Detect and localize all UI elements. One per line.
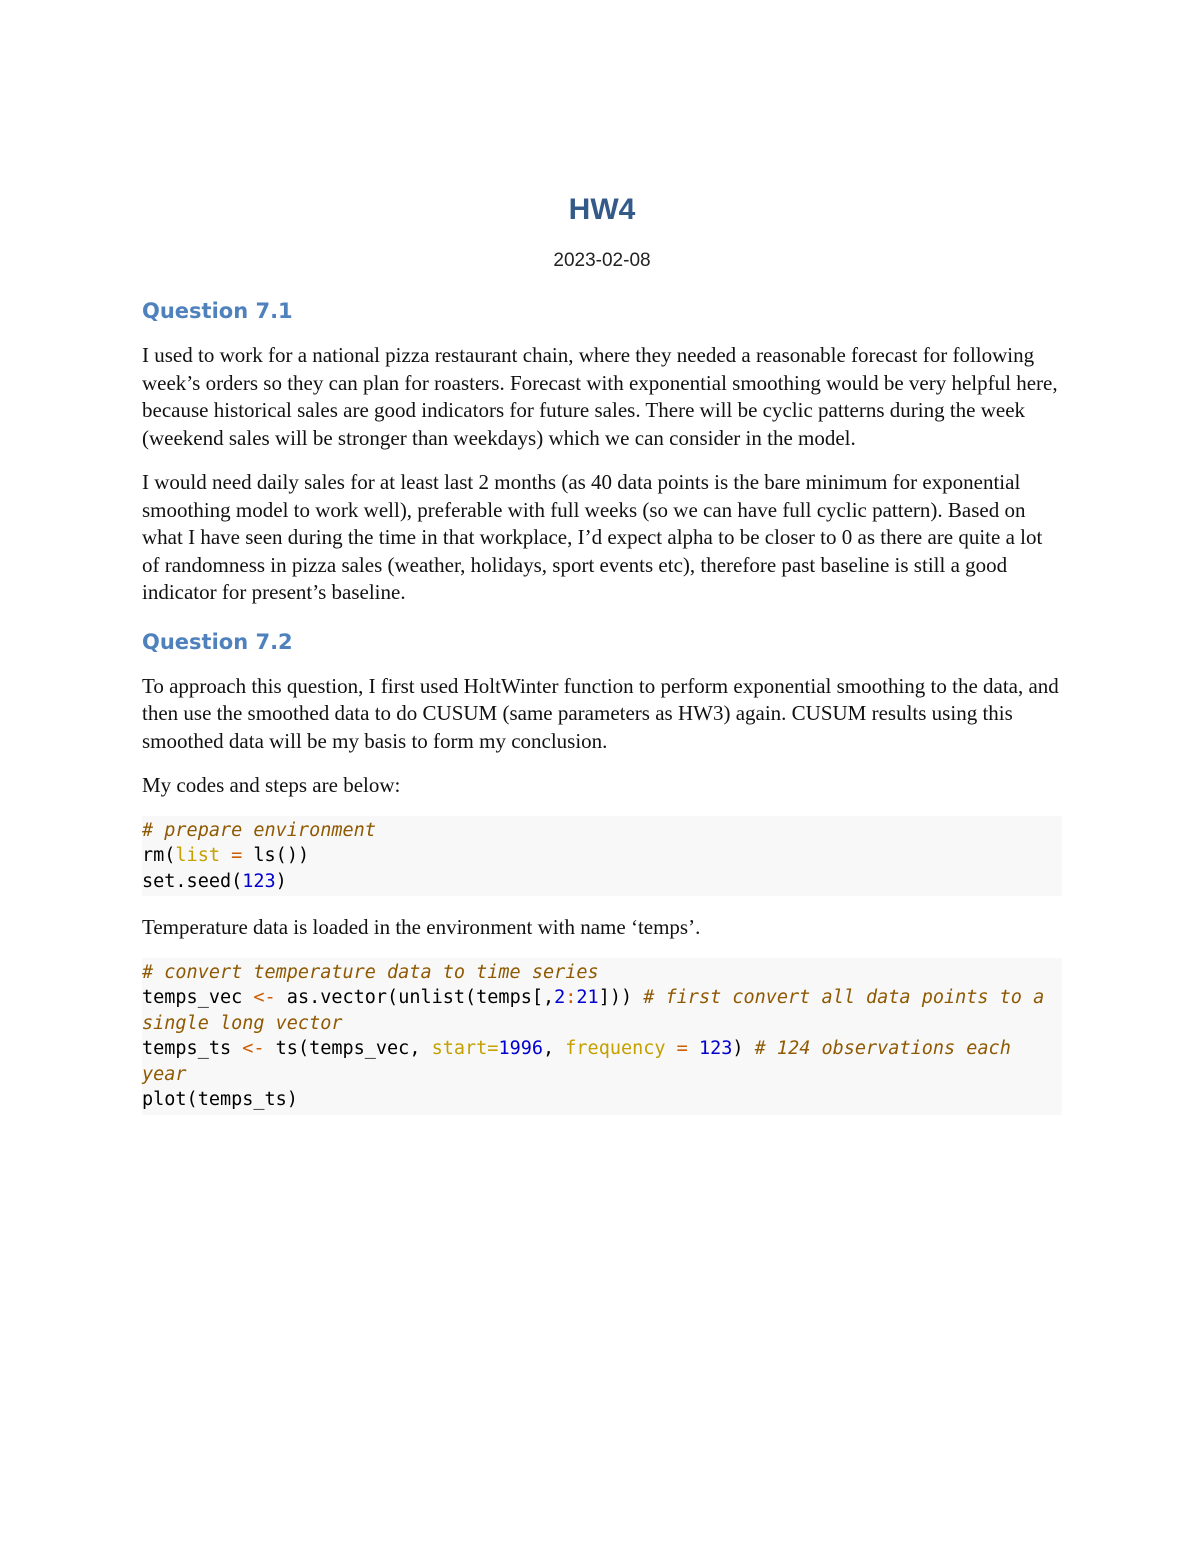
code-operator: = [665,1038,699,1059]
question-7-2-paragraph-1: To approach this question, I first used HoltWinter function to perform exponential smoothing to the data, and then use the smoothed data to do CUSUM (same parameters as HW3) again. CUSUM results using this smoothed data will be my basis to form my conclusion. [142,673,1059,753]
code-number: 2 [554,987,566,1008]
question-7-1-heading: Question 7.1 [142,299,293,323]
code-text: ])) [598,987,644,1008]
code-line [142,1036,1062,1087]
code-number: 123 [698,1038,733,1059]
code-comment: # prepare environment [142,819,376,841]
code-text: ) [732,1038,755,1059]
code-line [142,1087,1062,1113]
code-text: temps_ts [142,1038,243,1059]
question-7-2-paragraph-2: My codes and steps are below: [142,773,401,797]
code-text: plot(temps_ts) [142,1089,298,1110]
code-number: 123 [242,870,276,892]
document-title: HW4 [568,193,636,226]
question-7-2-paragraph-3: Temperature data is loaded in the environment with name ‘temps’. [142,915,701,939]
code-line [142,985,1062,1036]
code-operator: : [565,987,577,1008]
code-block-prepare-environment [142,816,1062,897]
code-operator: <- [242,1038,265,1059]
code-text: , [543,1038,566,1059]
question-7-1-paragraph-1: I used to work for a national pizza restaurant chain, where they needed a reasonable forecast for following week’s orders so they can plan for roasters. Forecast with exponential smoothing would be very helpful here, because historical sales are good indicators for future sales. There will be cyclic patterns during the week (weekend sales will be stronger than weekdays) which we can consider in the model. [142,343,1058,450]
code-text: as.vector(unlist(temps[, [275,987,555,1008]
code-text: set.seed( [142,870,243,892]
code-line [142,960,1062,986]
code-line [142,843,1062,869]
code-operator: = [219,845,254,866]
code-text: ts(temps_vec, [264,1038,432,1059]
code-number: 21 [576,987,599,1008]
code-line [142,869,1062,895]
code-text: rm( [142,845,176,866]
code-line [142,818,1062,844]
code-keyword: list [175,845,220,866]
code-operator: <- [253,987,276,1008]
code-block-time-series [142,958,1062,1115]
question-7-2-heading: Question 7.2 [142,629,293,654]
code-comment: # first convert all data points to a single long vector [142,987,1056,1034]
code-text: temps_vec [142,987,254,1008]
question-7-1-paragraph-2: I would need daily sales for at least last 2 months (as 40 data points is the bare minimum for exponential smoothing model to work well), preferable with full weeks (so we can have full cyclic pattern). Based on what I have seen during the time in that workplace, I’d expect alpha to be closer to 0 as there are quite a lot of randomness in pizza sales (weather, holidays, sport events etc), therefore past baseline is still a good indicator for present’s baseline. [142,470,1043,604]
code-keyword: frequency [565,1038,666,1059]
code-text: ls()) [253,845,310,866]
code-text: ) [275,870,287,892]
code-number: 1996 [498,1038,543,1059]
code-comment: # convert temperature data to time series [142,961,599,983]
document-date: 2023-02-08 [553,250,651,271]
code-keyword: start= [431,1038,499,1059]
code-comment: # 124 observations each year [142,1038,1022,1085]
document-body [142,190,1062,1115]
